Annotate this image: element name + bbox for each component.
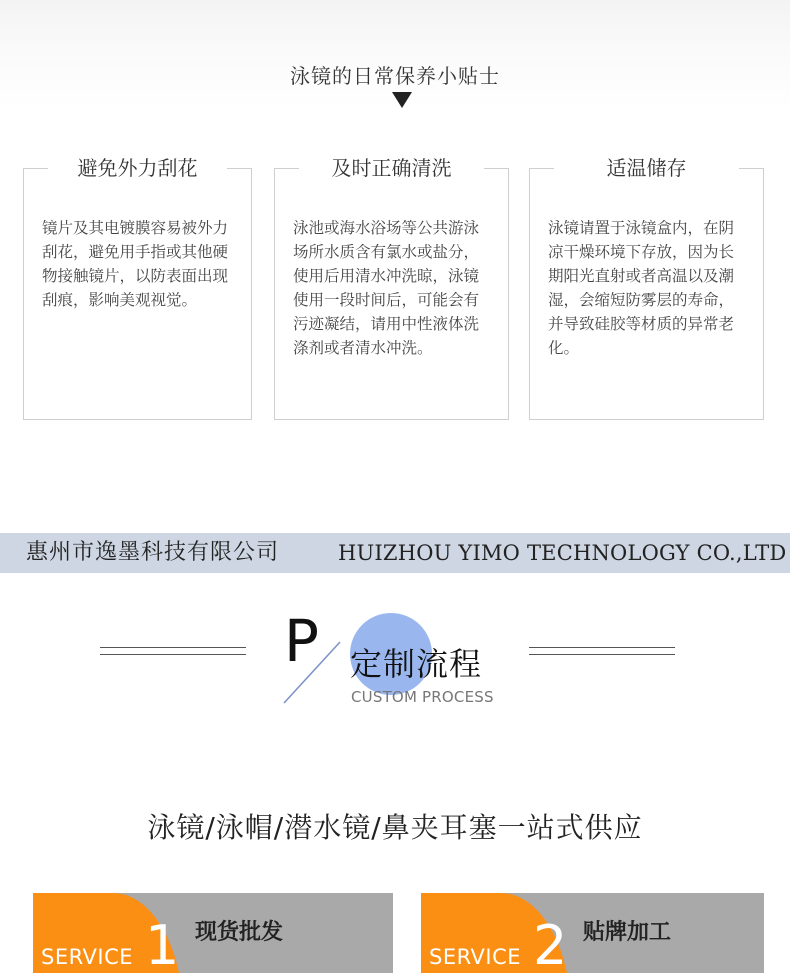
service-label: SERVICE xyxy=(429,945,522,969)
service-card-1[interactable] xyxy=(33,893,393,973)
tip-card-text: 泳镜请置于泳镜盒内，在阴凉干燥环境下存放，因为长期阳光直射或者高温以及潮湿，会缩短防雾层的寿命，并导致硅胶等材质的异常老化。 xyxy=(548,219,735,357)
card-border-left xyxy=(530,168,554,169)
diagonal-slash-decoration xyxy=(280,640,344,706)
card-border-left xyxy=(24,168,48,169)
down-arrow-icon xyxy=(392,92,412,108)
process-subtitle: CUSTOM PROCESS xyxy=(351,688,494,706)
right-double-divider xyxy=(529,647,675,655)
process-letter: P xyxy=(284,607,319,675)
tip-card-text: 泳池或海水浴场等公共游泳场所水质含有氯水或盐分，使用后用清水冲洗晾，泳镜使用一段时间后，可能会有污迹凝结，请用中性液体洗涤剂或者清水冲洗。 xyxy=(293,219,480,357)
tip-card-cleaning xyxy=(274,156,509,420)
tip-card-title: 及时正确清洗 xyxy=(331,156,452,180)
service-label: SERVICE xyxy=(41,945,134,969)
tip-card-scratch xyxy=(23,156,252,420)
card-border-right xyxy=(484,168,508,169)
service-number: 1 xyxy=(145,914,180,973)
card-border-right xyxy=(739,168,763,169)
service-number: 2 xyxy=(533,914,568,973)
supply-headline: 泳镜/泳帽/潜水镜/鼻夹耳塞一站式供应 xyxy=(147,811,643,844)
tips-title: 泳镜的日常保养小贴士 xyxy=(290,64,500,88)
company-name-en: HUIZHOU YIMO TECHNOLOGY CO.,LTD xyxy=(338,541,787,565)
card-border-left xyxy=(275,168,299,169)
service-card-2[interactable] xyxy=(421,893,764,973)
service-title: 现货批发 xyxy=(195,920,284,945)
left-double-divider xyxy=(100,647,246,655)
tip-card-text: 镜片及其电镀膜容易被外力刮花，避免用手指或其他硬物接触镜片，以防表面出现刮痕，影响美观视觉。 xyxy=(42,219,229,309)
service-title: 贴牌加工 xyxy=(583,920,672,945)
company-banner xyxy=(0,533,790,573)
tip-card-title: 避免外力刮花 xyxy=(77,156,198,180)
company-name-cn: 惠州市逸墨科技有限公司 xyxy=(26,540,280,565)
card-border-right xyxy=(227,168,251,169)
tip-card-storage xyxy=(529,156,764,420)
process-title: 定制流程 xyxy=(350,645,483,683)
tip-card-title: 适温储存 xyxy=(606,156,687,180)
